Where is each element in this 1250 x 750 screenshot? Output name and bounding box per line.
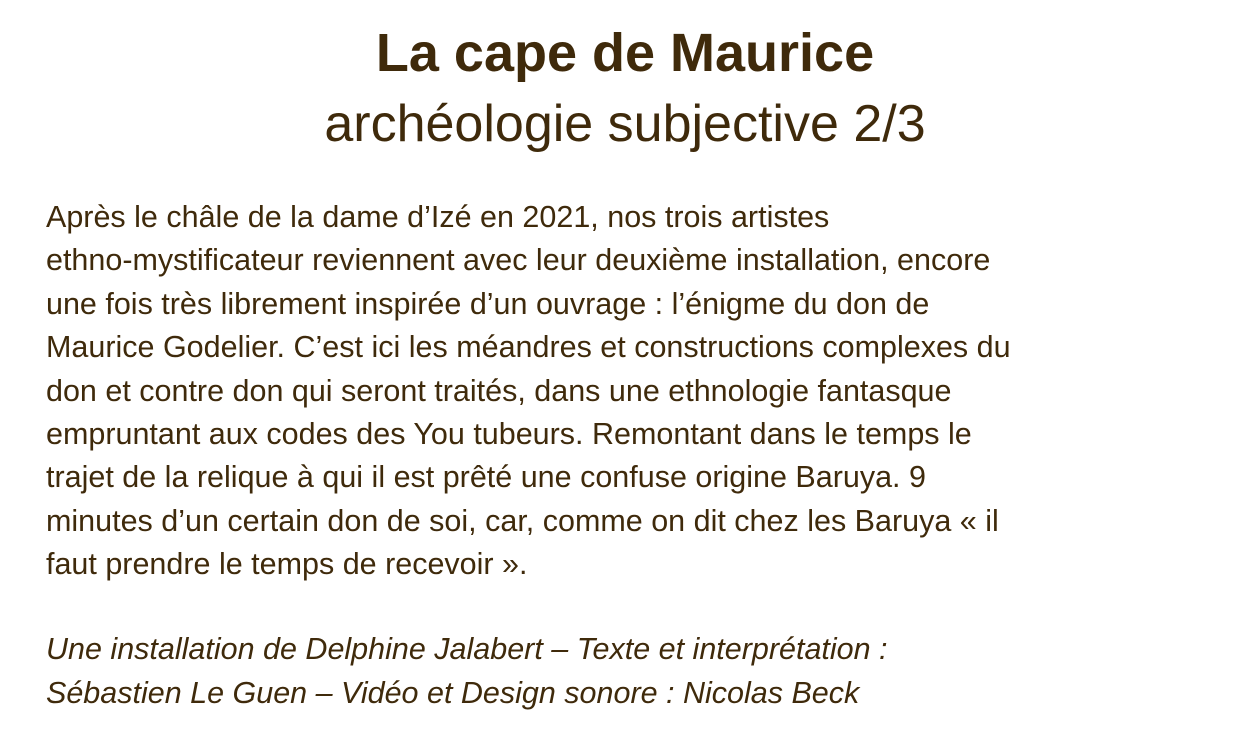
- description-line: minutes d’un certain don de soi, car, comme on dit chez les Baruya « il: [46, 503, 999, 538]
- description-line: trajet de la relique à qui il est prêté une confuse origine Baruya. 9: [46, 460, 926, 495]
- description-paragraph: [46, 196, 1216, 587]
- credits: [46, 627, 1216, 715]
- description-line: Après le châle de la dame d’Izé en 2021, nos trois artistes: [46, 200, 830, 234]
- description-line: don et contre don qui seront traités, dans une ethnologie fantasque: [46, 373, 952, 408]
- credits-line: Une installation de Delphine Jalabert – Texte et interprétation :: [46, 632, 888, 666]
- description-line: faut prendre le temps de recevoir ».: [46, 547, 528, 582]
- description-line: une fois très librement inspirée d’un ouvrage : l’énigme du don de: [46, 286, 930, 321]
- credits-line: Sébastien Le Guen – Vidéo et Design sonore : Nicolas Beck: [46, 676, 860, 710]
- description-line: ethno-mystificateur reviennent avec leur deuxième installation, encore: [46, 243, 991, 278]
- description-line: Maurice Godelier. C’est ici les méandres et constructions complexes du: [46, 330, 1011, 365]
- description-line: empruntant aux codes des You tubeurs. Remontant dans le temps le: [46, 417, 972, 452]
- page-title: La cape de Maurice: [375, 23, 875, 83]
- page-subtitle: archéologie subjective 2/3: [324, 95, 926, 153]
